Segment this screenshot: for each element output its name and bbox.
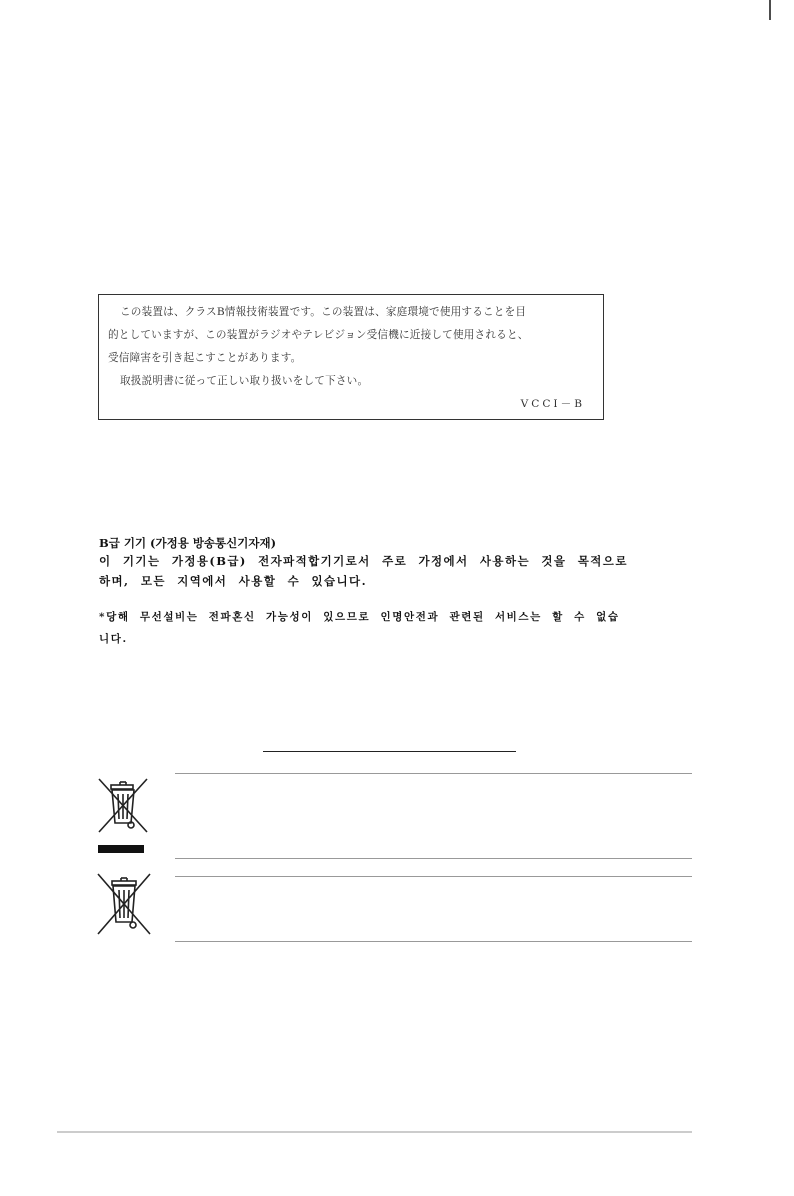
crop-mark-icon: [758, 0, 782, 24]
divider-top-1: [175, 773, 692, 774]
crossed-out-wheelie-bin-icon: [96, 872, 152, 936]
korea-warning-line-1: *당해 무선설비는 전파혼신 가능성이 있으므로 인명안전과 관련된 서비스는 할 수 없습: [99, 611, 620, 623]
divider-bottom-2: [175, 941, 692, 942]
footer-rule: [57, 1131, 692, 1133]
korea-notice-line-2: 하며, 모든 지역에서 사용할 수 있습니다.: [99, 574, 367, 588]
korea-notice-line-1: 이 기기는 가정용(B급) 전자파적합기기로서 주로 가정에서 사용하는 것을 목적으로: [99, 554, 628, 568]
weee-date-bar: [98, 845, 144, 853]
crossed-out-wheelie-bin-icon: [96, 777, 150, 835]
korea-radio-warning: [99, 606, 691, 650]
vcci-line-3: 受信障害を引き起こすことがあります。: [108, 352, 302, 364]
section-heading-underline: [263, 751, 516, 752]
vcci-line-1: この装置は、クラスB情報技術装置です。この装置は、家庭環境で使用することを目: [120, 306, 527, 318]
vcci-notice-box: [98, 294, 604, 420]
divider-bottom-1: [175, 858, 692, 859]
vcci-line-4: 取扱説明書に従って正しい取り扱いをして下さい。: [120, 375, 369, 387]
vcci-line-2: 的としていますが、この装置がラジオやテレビジョン受信機に近接して使用されると、: [108, 329, 529, 341]
korea-warning-line-2: 니다.: [99, 633, 128, 645]
korea-notice-paragraph: [99, 551, 691, 591]
vcci-mark: VCCI－B: [520, 398, 585, 410]
korea-notice-title: B급 기기 (가정용 방송통신기자재): [99, 536, 277, 550]
divider-top-2: [175, 876, 692, 877]
